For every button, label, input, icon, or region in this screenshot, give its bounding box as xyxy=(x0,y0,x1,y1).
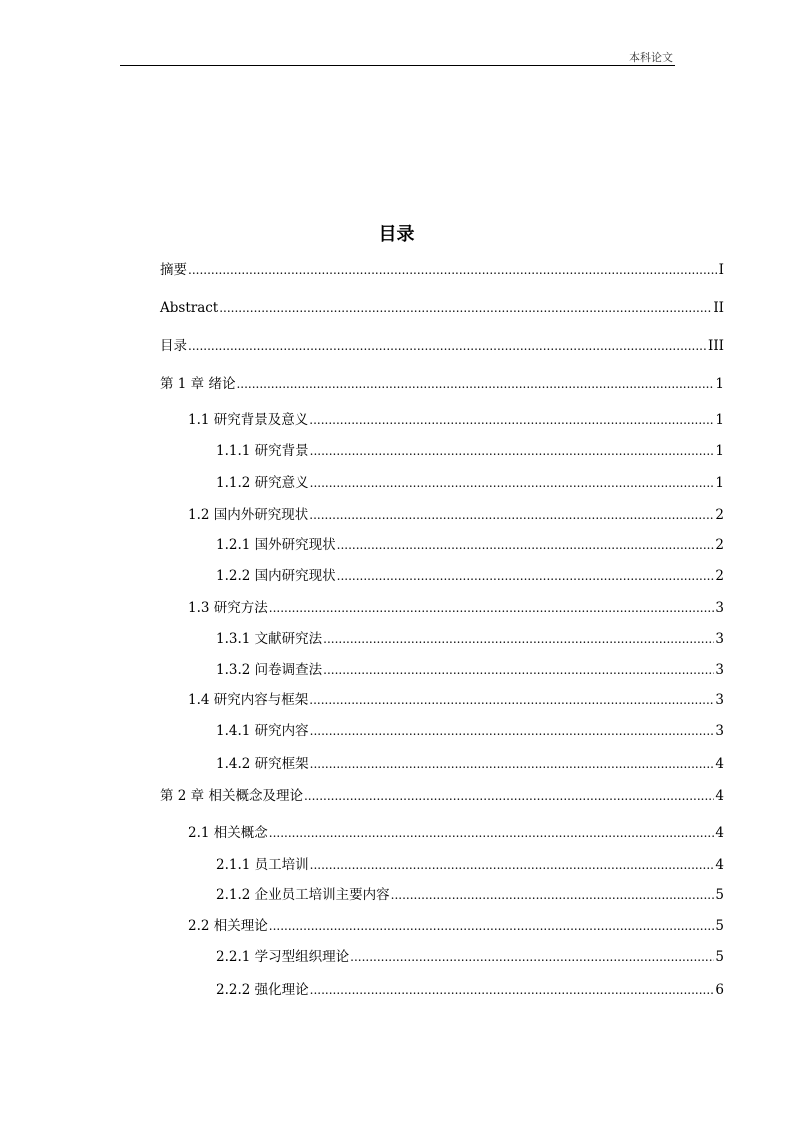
toc-entry-label: 1.4.1 研究内容 xyxy=(216,723,309,739)
toc-leader-dots xyxy=(310,755,715,773)
toc-entry[interactable] xyxy=(188,411,724,429)
toc-entry[interactable] xyxy=(188,599,724,617)
toc-entry[interactable] xyxy=(160,375,724,393)
toc-leader-dots xyxy=(269,599,715,617)
toc-entry[interactable] xyxy=(188,506,724,524)
toc-entry-label: 1.4.2 研究框架 xyxy=(216,756,309,772)
toc-entry-label: 1.1.1 研究背景 xyxy=(216,443,309,459)
toc-entry-page: 3 xyxy=(715,631,724,647)
toc-entry-page: 3 xyxy=(715,662,724,678)
toc-entry[interactable] xyxy=(216,567,724,585)
toc-entry-label: 2.1.2 企业员工培训主要内容 xyxy=(216,887,390,903)
toc-entry[interactable] xyxy=(216,536,724,554)
toc-leader-dots xyxy=(323,630,714,648)
toc-entry-label: 第 1 章 绪论 xyxy=(160,376,236,392)
toc-entry[interactable] xyxy=(188,824,724,842)
toc-entry[interactable] xyxy=(216,630,724,648)
toc-entry-label: 1.2.1 国外研究现状 xyxy=(216,537,336,553)
toc-leader-dots xyxy=(310,474,715,492)
toc-entry[interactable] xyxy=(216,886,724,904)
toc-leader-dots xyxy=(188,261,718,279)
toc-entry-page: 5 xyxy=(715,918,724,934)
toc-leader-dots xyxy=(304,787,714,805)
toc-leader-dots xyxy=(310,856,715,874)
toc-entry-label: 1.1 研究背景及意义 xyxy=(188,412,309,428)
toc-leader-dots xyxy=(269,917,715,935)
toc-leader-dots xyxy=(309,506,714,524)
toc-entry-page: 4 xyxy=(715,756,724,772)
toc-entry-label: Abstract xyxy=(160,300,219,316)
toc-leader-dots xyxy=(309,691,714,709)
toc-entry[interactable] xyxy=(216,755,724,773)
toc-entry-page: 1 xyxy=(715,412,724,428)
toc-leader-dots xyxy=(350,948,714,966)
toc-entry[interactable] xyxy=(216,442,724,460)
toc-entry-page: 5 xyxy=(715,949,724,965)
toc-entry-label: 1.3.2 问卷调查法 xyxy=(216,662,323,678)
toc-entry-label: 目录 xyxy=(160,338,187,354)
toc-entry-page: 6 xyxy=(715,982,724,998)
toc-entry[interactable] xyxy=(216,474,724,492)
toc-entry[interactable] xyxy=(216,948,724,966)
toc-entry-label: 第 2 章 相关概念及理论 xyxy=(160,788,303,804)
toc-entry-page: 4 xyxy=(715,857,724,873)
toc-entry-label: 2.1 相关概念 xyxy=(188,825,268,841)
toc-entry-page: 4 xyxy=(715,825,724,841)
toc-leader-dots xyxy=(309,411,714,429)
toc-title: 目录 xyxy=(378,224,415,245)
toc-entry-page: III xyxy=(708,338,724,354)
toc-leader-dots xyxy=(236,375,714,393)
toc-entry-label: 1.3.1 文献研究法 xyxy=(216,631,323,647)
toc-leader-dots xyxy=(310,981,715,999)
toc-entry-label: 2.2.2 强化理论 xyxy=(216,982,309,998)
toc-entry-label: 1.2.2 国内研究现状 xyxy=(216,568,336,584)
toc-entry-label: 1.4 研究内容与框架 xyxy=(188,692,309,708)
toc-entry[interactable] xyxy=(160,337,724,355)
header-text: 本科论文 xyxy=(629,51,673,64)
header-rule xyxy=(120,65,675,66)
toc-entry-page: 1 xyxy=(715,475,724,491)
toc-entry-page: 2 xyxy=(715,507,724,523)
toc-entry-page: 2 xyxy=(715,537,724,553)
toc-entry-page: 5 xyxy=(715,887,724,903)
toc-entry-label: 1.2 国内外研究现状 xyxy=(188,507,309,523)
toc-entry-label: 2.1.1 员工培训 xyxy=(216,857,309,873)
toc-entry[interactable] xyxy=(216,856,724,874)
toc-leader-dots xyxy=(337,567,715,585)
toc-leader-dots xyxy=(310,442,715,460)
toc-leader-dots xyxy=(337,536,715,554)
toc-entry-page: 4 xyxy=(715,788,724,804)
toc-entry-page: 1 xyxy=(715,443,724,459)
toc-leader-dots xyxy=(269,824,715,842)
toc-entry-page: 1 xyxy=(715,376,724,392)
toc-entry-label: 摘要 xyxy=(160,262,187,278)
toc-entry[interactable] xyxy=(160,261,724,279)
toc-entry-label: 1.3 研究方法 xyxy=(188,600,268,616)
toc-entry-page: 3 xyxy=(715,692,724,708)
toc-leader-dots xyxy=(391,886,715,904)
toc-leader-dots xyxy=(188,337,707,355)
toc-entry-page: 3 xyxy=(715,723,724,739)
toc-entry[interactable] xyxy=(188,691,724,709)
toc-entry[interactable] xyxy=(216,981,724,999)
toc-entry[interactable] xyxy=(216,661,724,679)
toc-entry[interactable] xyxy=(160,787,724,805)
toc-entry-page: I xyxy=(718,262,724,278)
toc-entry-label: 2.2 相关理论 xyxy=(188,918,268,934)
toc-leader-dots xyxy=(219,299,712,317)
toc-entry[interactable] xyxy=(216,722,724,740)
toc-leader-dots xyxy=(323,661,714,679)
toc-entry[interactable] xyxy=(188,917,724,935)
toc-entry-label: 2.2.1 学习型组织理论 xyxy=(216,949,350,965)
toc-entry-page: 2 xyxy=(715,568,724,584)
toc-leader-dots xyxy=(310,722,715,740)
toc-entry-page: 3 xyxy=(715,600,724,616)
toc-entry[interactable] xyxy=(160,299,724,317)
toc-entry-label: 1.1.2 研究意义 xyxy=(216,475,309,491)
toc-entry-page: II xyxy=(713,300,724,316)
